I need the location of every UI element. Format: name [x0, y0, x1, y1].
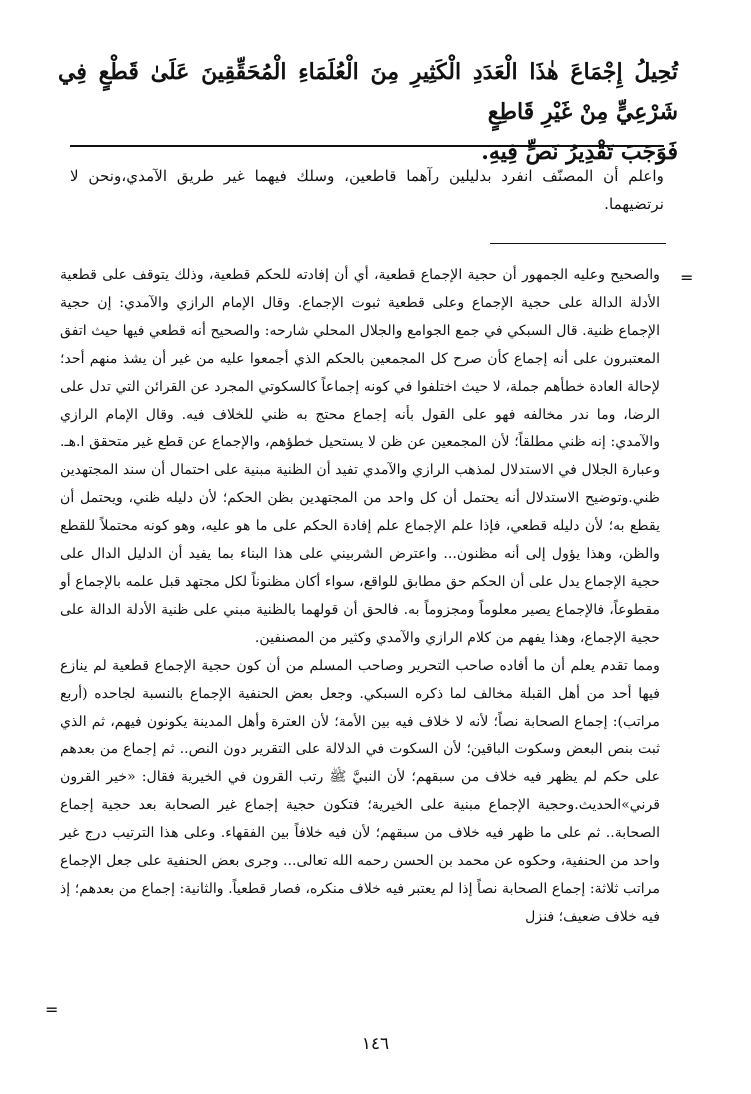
- continuation-marker-start: =: [680, 268, 694, 287]
- matn-line-1: تُحِيلُ إِجْمَاعَ هٰذَا الْعَدَدِ الْكَثِيرِ مِنَ الْعُلَمَاءِ الْمُحَقِّقِينَ عَلَىٰ قَطْعٍ فِي شَرْعِيٍّ مِنْ غَيْرِ قَاطِعٍ: [58, 59, 678, 125]
- footnote-text: [60, 262, 660, 932]
- footnote-paragraph-2: ومما تقدم يعلم أن ما أفاده صاحب التحرير وصاحب المسلم من أن كون حجية الإجماع قطعية لم ينازع فيها أحد من أهل القبلة مخالف لما ذكره السبكي. وجعل بعض الحنفية الإجماع بالنسبة لجاحده (أربع مراتب): إجماع الصحابة نصاً؛ لأنه لا خلاف فيه بين الأمة؛ لأن العترة وأهل المدينة يكونون فيهم، ثم الذي ثبت بنص البعض وسكوت الباقين؛ لأن السكوت في الدلالة على التقرير دون النص.. ثم إجماع من بعدهم على حكم لم يظهر فيه خلاف من سبقهم؛ لأن النبيَّ ﷺ رتب القرون في الخيرية فقال: «خير القرون قرني»الحديث.وحجية الإجماع مبنية على الخيرية؛ فتكون حجية إجماع غير الصحابة بعد حجية إجماع الصحابة.. ثم على ما ظهر فيه خلاف من سبقهم؛ لأن فيه خلافاً بين الفقهاء. وعلى هذا الترتيب درج غير واحد من الحنفية، وحكوه عن محمد بن الحسن رحمه الله تعالى... وجرى بعض الحنفية على جعل الإجماع مراتب ثلاثة: إجماع الصحابة نصاً إذا لم يعتبر فيه خلاف منكره، فصار قطعياً. والثانية: إجماع من بعدهم؛ إذ فيه خلاف ضعيف؛ فنزل: [60, 657, 660, 925]
- continuation-marker-end: =: [45, 1000, 59, 1019]
- footnote-paragraph-1: والصحيح وعليه الجمهور أن حجية الإجماع قطعية، أي أن إفادته للحكم قطعية، وذلك يتوقف على قطعية الأدلة الدالة على حجية الإجماع وعلى قطعية ثبوت الإجماع. وقال الإمام الرازي والآمدي: إن حجية الإجماع ظنية. قال السبكي في جمع الجوامع والجلال المحلي شارحه: والصحيح أنه قطعي فيها حيث اتفق المعتبرون على أنه إجماع كأن صرح كل المجمعين بالحكم الذي أجمعوا عليه من غير أن يشذ منهم أحد؛ لإحالة العادة خطأهم جملة، لا حيث اختلفوا في كونه إجماعاً كالسكوتي المجرد عن القرائن التي تدل على الرضا، وما ندر مخالفه فهو على القول بأنه إجماع محتج به ظني للخلاف فيه. وقال الإمام الرازي والآمدي: إنه ظني مطلقاً؛ لأن المجمعين عن ظن لا يستحيل خطؤهم، والإجماع عن قطع غير متحقق ا.هـ. وعبارة الجلال في الاستدلال لمذهب الرازي والآمدي تفيد أن الظنية مبنية على احتمال أن سند المجتهدين ظني.وتوضيح الاستدلال أنه يحتمل أن كل واحد من المجتهدين بظن الحكم؛ لأن دليله ظني، ويحتمل أن يقطع به؛ لأن دليله قطعي، فإذا علم الإجماع علم إفادة الحكم على ما هو عليه، وهو كونه محتملاً للقطع والظن، وهذا يؤول إلى أنه مظنون... واعترض الشربيني على هذا البناء بما يفيد أن الدليل الدال على حجية الإجماع يدل على أن الحكم حق مطابق للواقع، سواء أكان مظنوناً لكل مجتهد قبل علمه بالإجماع أو مقطوعاً، فالإجماع يصير معلوماً ومجزوماً به. فالحق أن قولهما بالظنية مبني على ظنية الأدلة الدالة على حجية الإجماع، وهذا يفهم من كلام الرازي والآمدي وكثير من المصنفين.: [60, 267, 660, 646]
- matn-line-2: فَوَجَبَ تَقْدِيرُ نَصٍّ فِيهِ.: [481, 139, 678, 165]
- sharh-paragraph: واعلم أن المصنّف انفرد بدليلين رآهما قاطعين، وسلك فيهما غير طريق الآمدي،ونحن لا نرتضيهما.: [70, 167, 664, 213]
- sharh-text: [70, 162, 664, 218]
- matn-divider: [70, 145, 664, 147]
- footnote-divider: [490, 243, 666, 244]
- page-number: ١٤٦: [361, 1034, 390, 1054]
- matn-text: [58, 52, 678, 172]
